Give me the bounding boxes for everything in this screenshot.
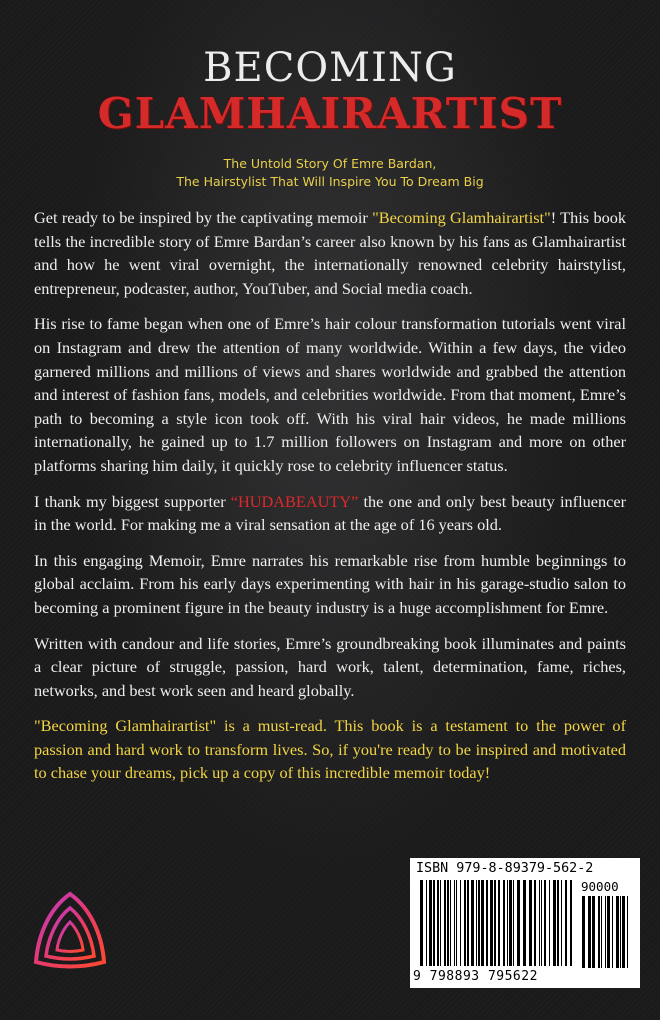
paragraph-4: In this engaging Memoir, Emre narrates his remarkable rise from humble beginnings to global acclaim. From his early days experimenting with hair in his garage-studio salon to becoming a prominent figure in the beauty industry is a huge accomplishment for Emre.	[34, 550, 626, 617]
paragraph-3-end: the one and only best beauty influencer in the world. For making me a viral sensation at the age of 16 years old.	[34, 491, 626, 535]
subtitle-line-1: The Untold Story Of Emre Bardan,	[223, 156, 437, 171]
paragraph-6: "Becoming Glamhairartist" is a must-read. This book is a testament to the power of passion and hard work to transform lives. So, if you're ready to be inspired and motivated to chase your dreams, pick up a copy of this incredible memoir today!	[34, 716, 626, 783]
title-main: GLAMHAIRARTIST	[97, 89, 563, 138]
rounded-triangle-logo-icon	[30, 888, 110, 972]
ean-digits: 9 798893 795622	[413, 969, 538, 984]
paragraph-5: Written with candour and life stories, Emre’s groundbreaking book illuminates and paints a clear picture of struggle, passion, hard work, talent, determination, fame, riches, networks, and best work seen and heard globally.	[34, 633, 626, 700]
hudabeauty-highlight: “HUDABEAUTY”	[230, 491, 359, 511]
blurb-text	[34, 206, 626, 797]
paragraph-1-start: Get ready to be inspired by the captivating memoir	[34, 208, 373, 227]
price-code: 90000	[581, 879, 619, 894]
paragraph-2: His rise to fame began when one of Emre’s hair colour transformation tutorials went viral on Instagram and drew the attention of many worldwide. Within a few days, the video garnered millions and millions of views and shares worldwide and grabbed the attention and interest of fashion fans, models, and celebrities worldwide. From that moment, Emre’s path to becoming a style icon took off. With his viral hair videos, he made millions internationally, he gained up to 1.7 million followers on Instagram and more on other platforms sharing him daily, it quickly rose to celebrity influencer status.	[34, 314, 626, 475]
addon-barcode-bars	[580, 896, 632, 970]
paragraph-3	[34, 490, 626, 537]
book-title-highlight: "Becoming Glamhairartist"	[372, 208, 551, 227]
paragraph-1	[34, 206, 626, 300]
isbn-number: ISBN 979-8-89379-562-2	[416, 861, 594, 876]
title-top: BECOMING	[203, 45, 457, 91]
ean-barcode-bars	[418, 880, 576, 970]
paragraph-1-end: ! This book tells the incredible story of Emre Bardan’s career also known by his fans as Glamhairartist and how he went viral overnight, the internationally renowned celebrity hairstylist, entrepreneur, podcaster, author, YouTuber, and Social media coach.	[34, 208, 627, 298]
isbn-barcode	[410, 858, 640, 988]
paragraph-3-start: I thank my biggest supporter	[34, 491, 231, 511]
subtitle-line-2: The Hairstylist That Will Inspire You To Dream Big	[176, 174, 484, 189]
